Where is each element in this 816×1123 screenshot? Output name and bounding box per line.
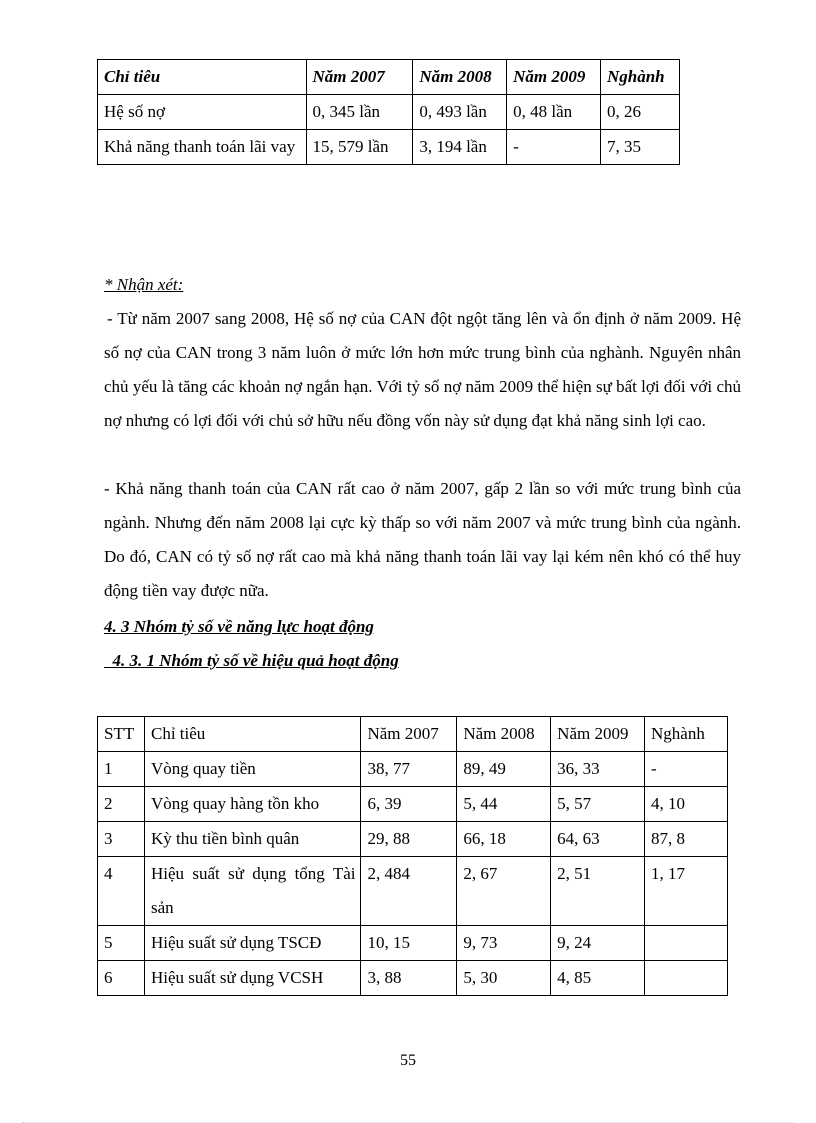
header-cell: Năm 2009 xyxy=(507,60,601,95)
subsection-heading-text: 4. 3. 1 Nhóm tỷ số về hiệu quả hoạt động xyxy=(112,651,399,670)
header-cell: Năm 2008 xyxy=(413,60,507,95)
remark-paragraph: - Từ năm 2007 sang 2008, Hệ số nợ của CAN đột ngột tăng lên và ổn định ở năm 2009. Hệ số nợ của CAN trong 3 năm luôn ở mức lớn hơn mức trung bình của nghành. Nguyên nhân chủ yếu là tăng các khoản nợ ngắn hạn. Với tỷ số nợ năm 2009 thể hiện sự bất lợi đối với chủ nợ nhưng có lợi đối với chủ sở hữu nếu đồng vốn này sử dụng đạt khả năng sinh lợi cao. xyxy=(104,309,741,430)
table-cell: 3, 194 lần xyxy=(413,130,507,165)
table-cell: 0, 493 lần xyxy=(413,95,507,130)
header-cell: Năm 2009 xyxy=(551,717,645,752)
table-cell: 4, 85 xyxy=(551,961,645,996)
table-cell: 64, 63 xyxy=(551,822,645,857)
table-cell: Hiệu suất sử dụng TSCĐ xyxy=(144,926,361,961)
table-cell xyxy=(645,926,728,961)
table-cell: 10, 15 xyxy=(361,926,457,961)
table-cell: Kỳ thu tiền bình quân xyxy=(144,822,361,857)
table-cell: Vòng quay hàng tồn kho xyxy=(144,787,361,822)
header-cell: Năm 2007 xyxy=(361,717,457,752)
header-cell: Nghành xyxy=(645,717,728,752)
table-cell: 3, 88 xyxy=(361,961,457,996)
subsection-heading xyxy=(104,644,741,678)
header-cell: Năm 2007 xyxy=(306,60,413,95)
table-row xyxy=(98,752,728,787)
table-cell: 0, 26 xyxy=(601,95,680,130)
table-row xyxy=(98,822,728,857)
table-cell: 6, 39 xyxy=(361,787,457,822)
header-cell: Nghành xyxy=(601,60,680,95)
table-cell: Hiệu suất sử dụng tổng Tài sản xyxy=(144,857,361,926)
table-cell: - xyxy=(645,752,728,787)
remark-heading: * Nhận xét: xyxy=(104,275,184,294)
table-cell: 87, 8 xyxy=(645,822,728,857)
table-cell: 1 xyxy=(98,752,145,787)
header-cell: Năm 2008 xyxy=(457,717,551,752)
table-cell: 0, 48 lần xyxy=(507,95,601,130)
table-row xyxy=(98,926,728,961)
header-cell: STT xyxy=(98,717,145,752)
table-cell: Hiệu suất sử dụng VCSH xyxy=(144,961,361,996)
table-cell: Vòng quay tiền xyxy=(144,752,361,787)
table-cell: 66, 18 xyxy=(457,822,551,857)
table-cell: 2, 51 xyxy=(551,857,645,926)
table-row xyxy=(98,961,728,996)
table-cell: 36, 33 xyxy=(551,752,645,787)
table-cell: 5, 30 xyxy=(457,961,551,996)
table-cell: 15, 579 lần xyxy=(306,130,413,165)
table-cell: - xyxy=(507,130,601,165)
table-cell: Khả năng thanh toán lãi vay xyxy=(98,130,307,165)
table-row xyxy=(98,857,728,926)
table-row xyxy=(98,130,680,165)
table-cell: 29, 88 xyxy=(361,822,457,857)
table-row xyxy=(98,787,728,822)
table-cell xyxy=(645,961,728,996)
table-cell: 5, 57 xyxy=(551,787,645,822)
table-cell: 89, 49 xyxy=(457,752,551,787)
remark-paragraph: - Khả năng thanh toán của CAN rất cao ở năm 2007, gấp 2 lần so với mức trung bình của ngành. Nhưng đến năm 2008 lại cực kỳ thấp so với năm 2007 và mức trung bình của ngành. Do đó, CAN có tỷ số nợ rất cao mà khả năng thanh toán lãi vay lại kém nên khó có thể huy động tiền vay được nữa. xyxy=(104,479,741,600)
table-cell: 38, 77 xyxy=(361,752,457,787)
table-cell: 5, 44 xyxy=(457,787,551,822)
table-cell: 2, 484 xyxy=(361,857,457,926)
table-cell: 9, 24 xyxy=(551,926,645,961)
table-row xyxy=(98,95,680,130)
table-cell: 6 xyxy=(98,961,145,996)
table-cell: Hệ số nợ xyxy=(98,95,307,130)
table-header-row xyxy=(98,60,680,95)
table-cell: 9, 73 xyxy=(457,926,551,961)
page-number: 55 xyxy=(400,1052,416,1069)
table-cell: 4, 10 xyxy=(645,787,728,822)
table-cell: 2 xyxy=(98,787,145,822)
table-cell: 7, 35 xyxy=(601,130,680,165)
header-cell: Chỉ tiêu xyxy=(144,717,361,752)
efficiency-ratio-table xyxy=(97,716,728,996)
debt-ratio-table xyxy=(97,59,680,165)
table-cell: 4 xyxy=(98,857,145,926)
header-cell: Chỉ tiêu xyxy=(98,60,307,95)
section-heading: 4. 3 Nhóm tỷ số về năng lực hoạt động xyxy=(104,617,374,636)
table-cell: 1, 17 xyxy=(645,857,728,926)
table-cell: 5 xyxy=(98,926,145,961)
table-cell: 0, 345 lần xyxy=(306,95,413,130)
table-header-row xyxy=(98,717,728,752)
table-cell: 3 xyxy=(98,822,145,857)
table-cell: 2, 67 xyxy=(457,857,551,926)
